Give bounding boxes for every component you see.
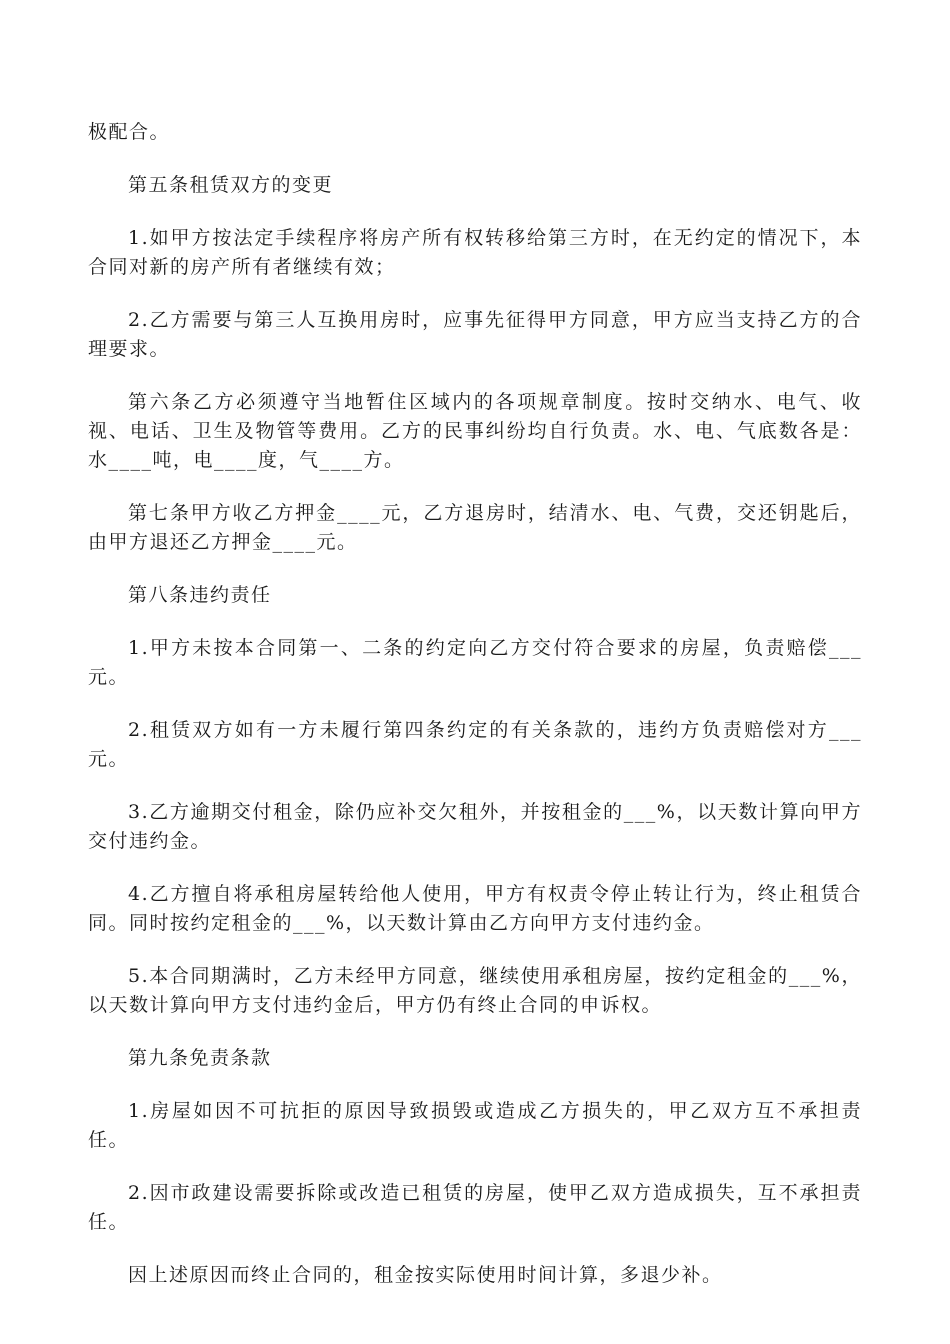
- paragraph-article-6: 第六条乙方必须遵守当地暂住区域内的各项规章制度。按时交纳水、电气、收视、电话、卫生及物管等费用。乙方的民事纠纷均自行负责。水、电、气底数各是：水____吨，电____度，气____方。: [88, 391, 862, 471]
- paragraph-article-9-item-2: 2.因市政建设需要拆除或改造已租赁的房屋，使甲乙双方造成损失，互不承担责任。: [88, 1182, 862, 1233]
- heading-article-5: 第五条租赁双方的变更: [128, 174, 334, 196]
- paragraph-article-9-closing: 因上述原因而终止合同的，租金按实际使用时间计算，多退少补。: [128, 1264, 723, 1286]
- paragraph-article-7: 第七条甲方收乙方押金____元，乙方退房时，结清水、电、气费，交还钥匙后，由甲方退还乙方押金____元。: [88, 502, 862, 553]
- heading-article-9: 第九条免责条款: [128, 1047, 272, 1069]
- paragraph-article-9-item-1: 1.房屋如因不可抗拒的原因导致损毁或造成乙方损失的，甲乙双方互不承担责任。: [88, 1100, 862, 1151]
- paragraph-article-8-item-2: 2.租赁双方如有一方未履行第四条约定的有关条款的，违约方负责赔偿对方___元。: [88, 719, 862, 770]
- paragraph-article-8-item-1: 1.甲方未按本合同第一、二条的约定向乙方交付符合要求的房屋，负责赔偿___元。: [88, 637, 862, 688]
- paragraph-article-8-item-4: 4.乙方擅自将承租房屋转给他人使用，甲方有权责令停止转让行为，终止租赁合同。同时按约定租金的___%，以天数计算由乙方向甲方支付违约金。: [88, 883, 862, 934]
- paragraph-article-5-item-1: 1.如甲方按法定手续程序将房产所有权转移给第三方时，在无约定的情况下，本合同对新的房产所有者继续有效；: [88, 227, 862, 278]
- paragraph-continuation: 极配合。: [88, 121, 171, 143]
- paragraph-article-5-item-2: 2.乙方需要与第三人互换用房时，应事先征得甲方同意，甲方应当支持乙方的合理要求。: [88, 309, 862, 360]
- paragraph-article-8-item-5: 5.本合同期满时，乙方未经甲方同意，继续使用承租房屋，按约定租金的___%，以天数计算向甲方支付违约金后，甲方仍有终止合同的申诉权。: [88, 965, 862, 1016]
- document-page: [88, 118, 862, 1314]
- paragraph-article-8-item-3: 3.乙方逾期交付租金，除仍应补交欠租外，并按租金的___%，以天数计算向甲方交付违约金。: [88, 801, 862, 852]
- heading-article-8: 第八条违约责任: [128, 584, 272, 606]
